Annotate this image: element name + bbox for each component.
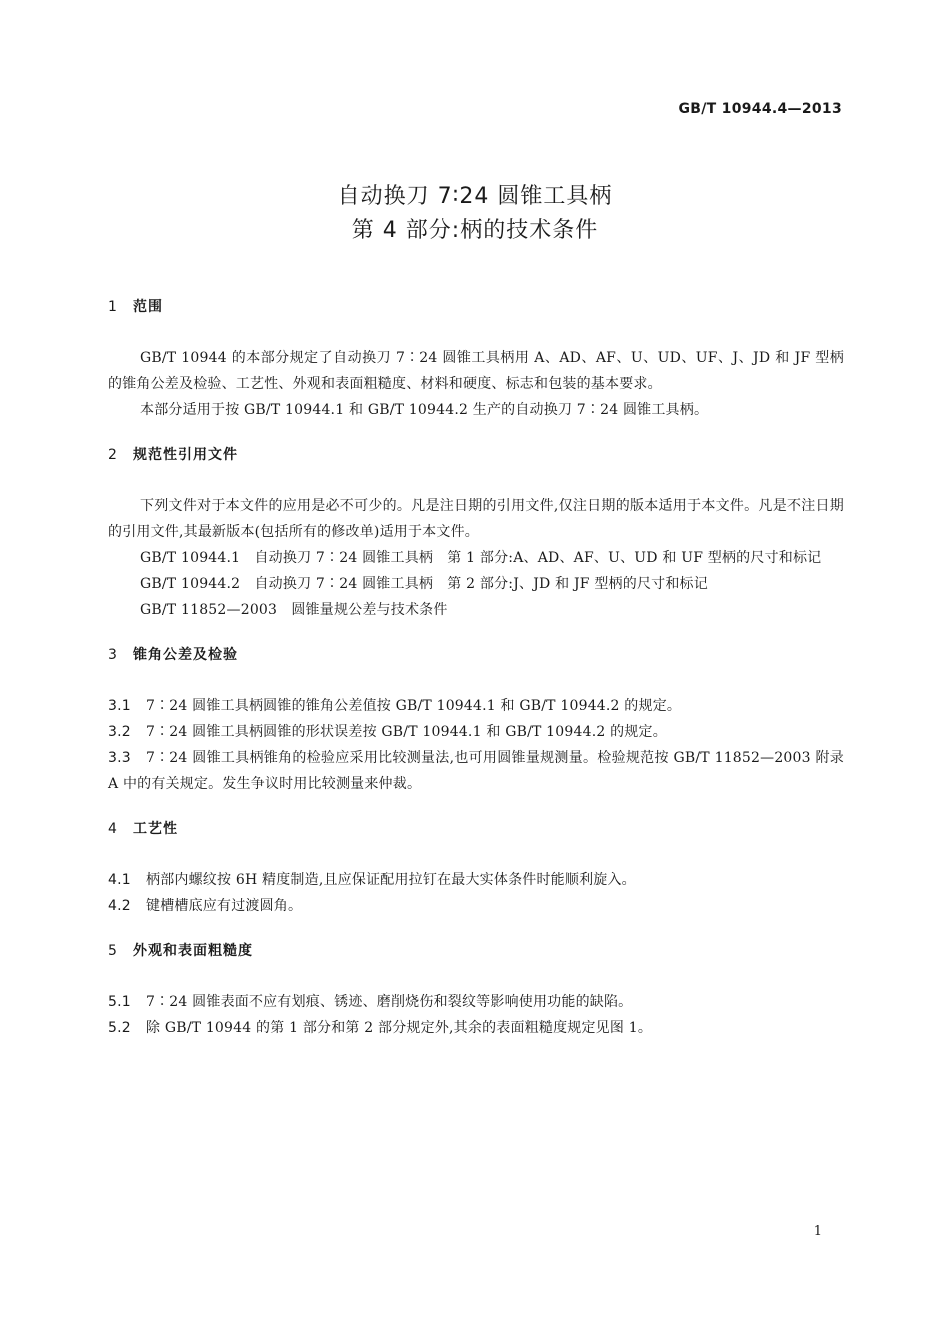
clause-text: 7∶24 圆锥工具柄圆锥的锥角公差值按 GB/T 10944.1 和 GB/T 10944.2 的规定。	[146, 698, 682, 714]
section-number: 4	[108, 821, 118, 837]
clause-number: 5.1	[108, 994, 131, 1010]
section-appearance-roughness	[108, 941, 844, 1041]
reference-item: GB/T 10944.1 自动换刀 7∶24 圆锥工具柄 第 1 部分:A、AD、AF、U、UD 和 UF 型柄的尺寸和标记	[140, 550, 822, 566]
section-title: 工艺性	[133, 821, 178, 837]
clause-text: 7∶24 圆锥工具柄圆锥的形状误差按 GB/T 10944.1 和 GB/T 10944.2 的规定。	[146, 724, 667, 740]
clause-number: 5.2	[108, 1020, 131, 1036]
document-title	[0, 180, 950, 248]
section-heading	[108, 941, 844, 961]
paragraph: 本部分适用于按 GB/T 10944.1 和 GB/T 10944.2 生产的自动换刀 7∶24 圆锥工具柄。	[140, 402, 709, 418]
clause	[108, 1015, 844, 1041]
title-line-1: 自动换刀 7∶24 圆锥工具柄	[337, 184, 613, 209]
title-line-2: 第 4 部分:柄的技术条件	[351, 218, 599, 243]
clause-text: 7∶24 圆锥表面不应有划痕、锈迹、磨削烧伤和裂纹等影响使用功能的缺陷。	[146, 994, 633, 1010]
section-title: 规范性引用文件	[133, 447, 238, 463]
section-title: 范围	[133, 299, 163, 315]
page-number: 1	[813, 1224, 822, 1239]
section-manufacturability	[108, 819, 844, 919]
clause-number: 4.1	[108, 872, 131, 888]
section-heading	[108, 297, 844, 317]
section-number: 5	[108, 943, 118, 959]
section-heading	[108, 819, 844, 839]
section-normative-references	[108, 445, 844, 623]
section-heading	[108, 445, 844, 465]
clause	[108, 989, 844, 1015]
clause	[108, 745, 844, 797]
document-body	[108, 297, 844, 1063]
section-scope	[108, 297, 844, 423]
paragraph: GB/T 10944 的本部分规定了自动换刀 7∶24 圆锥工具柄用 A、AD、AF、U、UD、UF、J、JD 和 JF 型柄的锥角公差及检验、工艺性、外观和表面粗糙度、材料和硬度、标志和包装的基本要求。	[108, 350, 844, 392]
clause	[108, 693, 844, 719]
reference-item: GB/T 10944.2 自动换刀 7∶24 圆锥工具柄 第 2 部分:J、JD 和 JF 型柄的尺寸和标记	[140, 576, 708, 592]
clause-number: 3.1	[108, 698, 131, 714]
paragraph: 下列文件对于本文件的应用是必不可少的。凡是注日期的引用文件,仅注日期的版本适用于本文件。凡是不注日期的引用文件,其最新版本(包括所有的修改单)适用于本文件。	[108, 498, 844, 540]
clause	[108, 893, 844, 919]
clause-number: 3.3	[108, 750, 131, 766]
clause-text: 柄部内螺纹按 6H 精度制造,且应保证配用拉钉在最大实体条件时能顺利旋入。	[146, 872, 636, 888]
clause-number: 4.2	[108, 898, 131, 914]
section-number: 3	[108, 647, 118, 663]
clause	[108, 867, 844, 893]
clause-number: 3.2	[108, 724, 131, 740]
section-number: 2	[108, 447, 118, 463]
clause	[108, 719, 844, 745]
section-title: 锥角公差及检验	[133, 647, 238, 663]
section-title: 外观和表面粗糙度	[133, 943, 253, 959]
standard-code: GB/T 10944.4—2013	[678, 101, 842, 117]
section-number: 1	[108, 299, 118, 315]
section-heading	[108, 645, 844, 665]
section-cone-angle-tolerance	[108, 645, 844, 797]
clause-text: 键槽槽底应有过渡圆角。	[146, 898, 303, 914]
clause-text: 除 GB/T 10944 的第 1 部分和第 2 部分规定外,其余的表面粗糙度规定见图 1。	[146, 1020, 653, 1036]
clause-text: 7∶24 圆锥工具柄锥角的检验应采用比较测量法,也可用圆锥量规测量。检验规范按 GB/T 11852—2003 附录 A 中的有关规定。发生争议时用比较测量来仲裁。	[108, 750, 844, 792]
reference-item: GB/T 11852—2003 圆锥量规公差与技术条件	[140, 602, 448, 618]
